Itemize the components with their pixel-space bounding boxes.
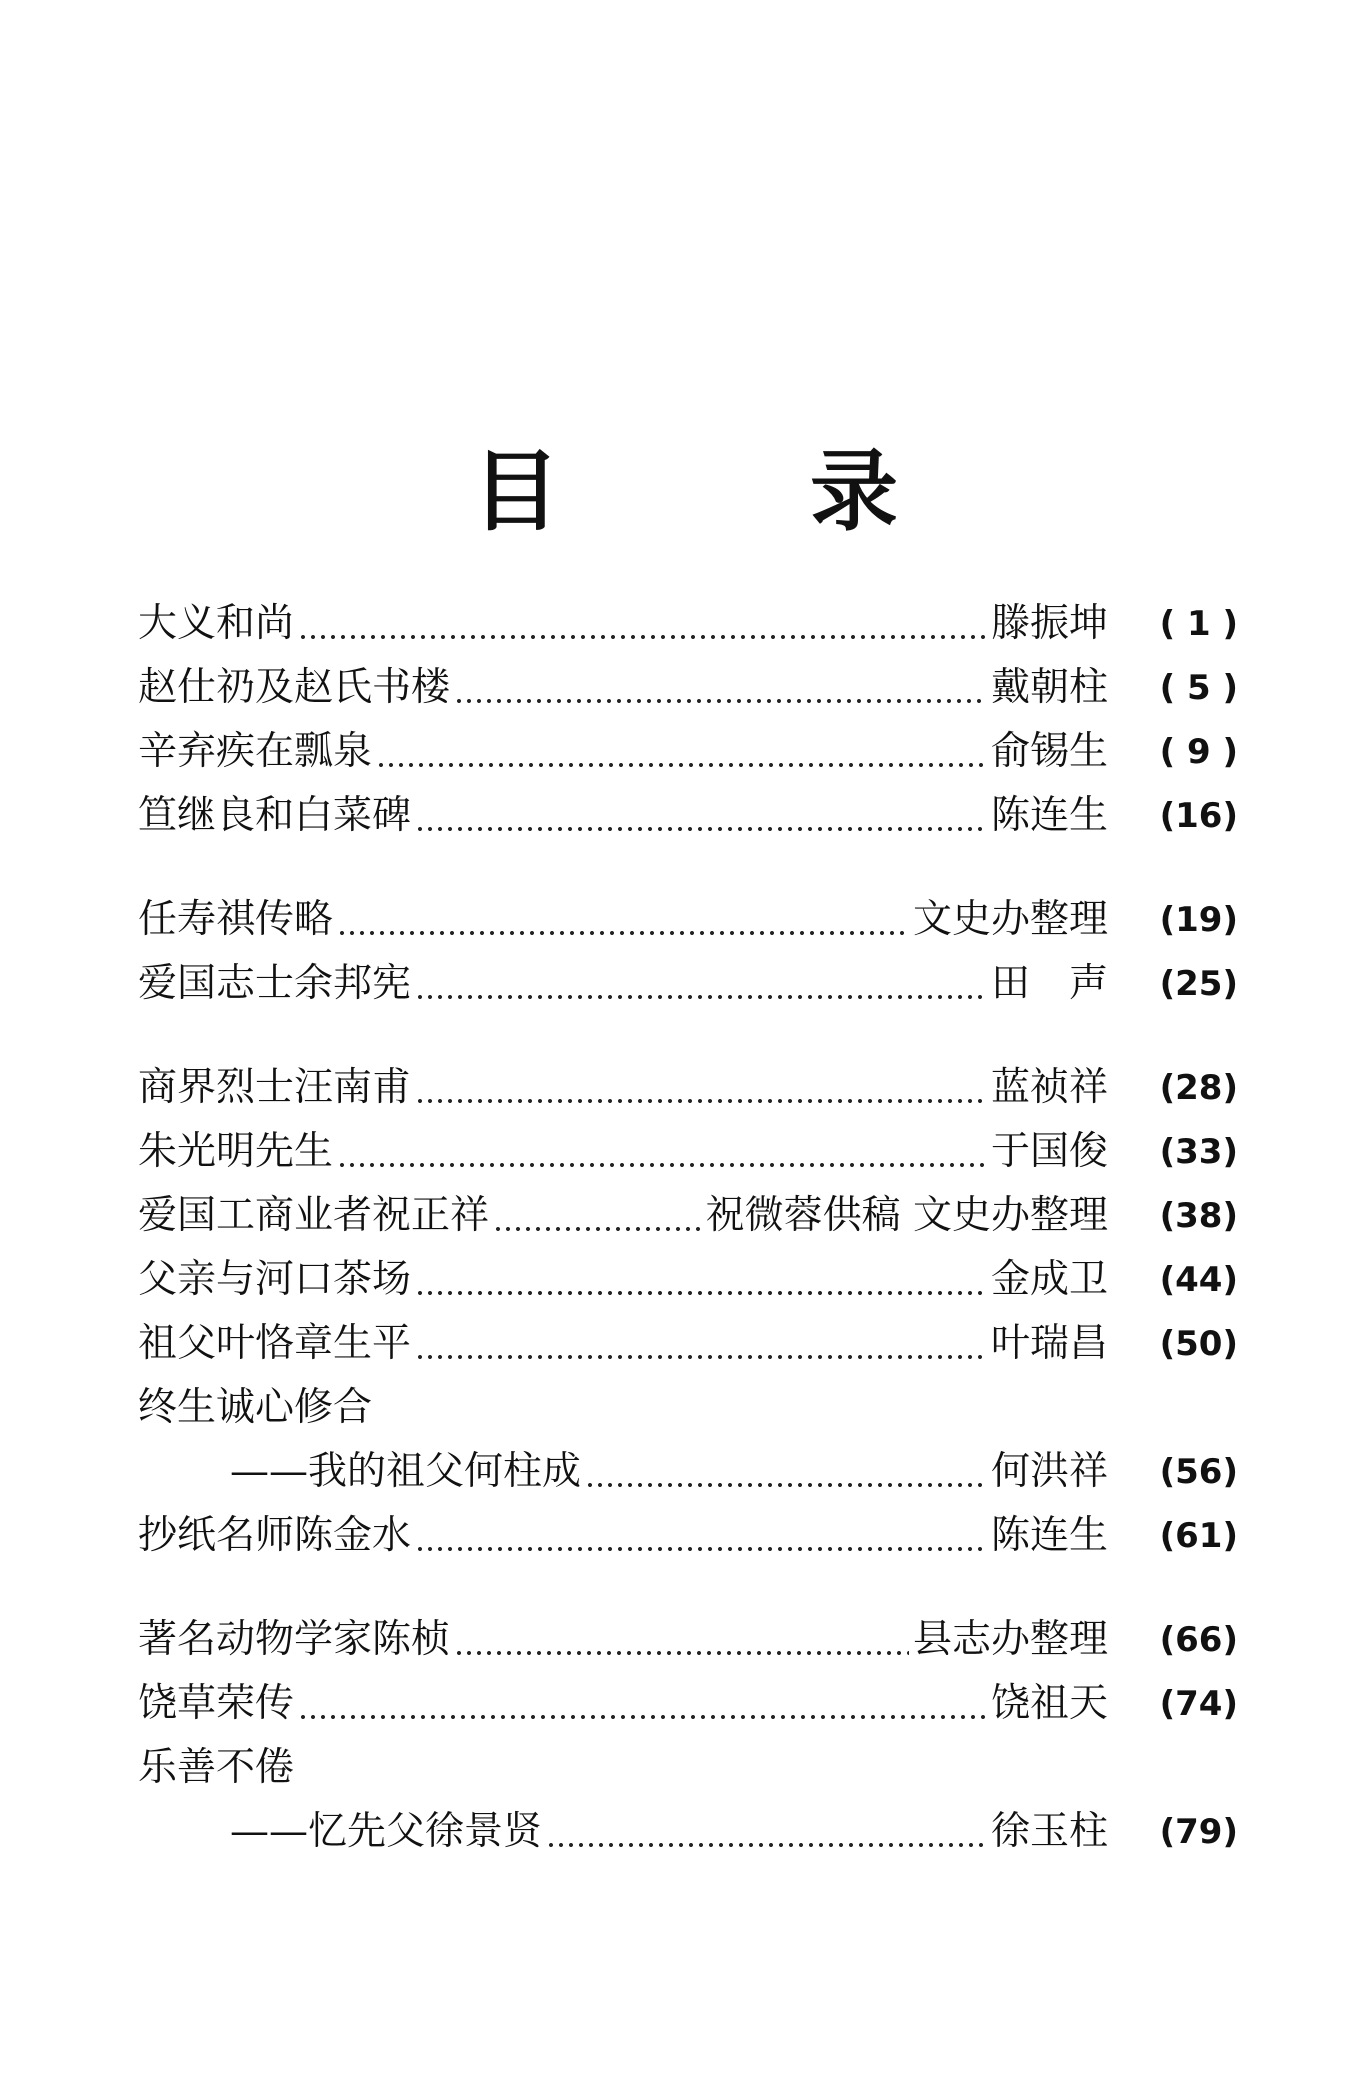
toc-entry-author: 蓝祯祥 xyxy=(990,1065,1108,1110)
toc-entry-title: 笪继良和白菜碑 xyxy=(138,793,412,838)
toc-entry-title: 爱国工商业者祝正祥 xyxy=(138,1193,490,1238)
toc-subtitle-entry xyxy=(138,1440,1238,1504)
page-title-right: 录 xyxy=(810,440,899,543)
toc-entry-title: 商界烈士汪南甫 xyxy=(138,1065,412,1110)
toc-group xyxy=(138,592,1238,848)
toc-entry-title: 著名动物学家陈桢 xyxy=(138,1617,451,1662)
dot-leader xyxy=(415,826,987,832)
toc-entry-page-number: ( 9 ) xyxy=(1159,732,1238,772)
toc-entry-author: 金成卫 xyxy=(990,1257,1108,1302)
toc-entry-page-number: (50) xyxy=(1159,1324,1238,1364)
toc-entry-page-number: (79) xyxy=(1159,1812,1238,1852)
toc-entry-author: 戴朝柱 xyxy=(990,665,1108,710)
toc-entry-author: 于国俊 xyxy=(990,1129,1108,1174)
toc-entry-author: 滕振坤 xyxy=(990,601,1108,646)
toc-entry xyxy=(138,1608,1238,1672)
toc-entry-page-number: (44) xyxy=(1159,1260,1238,1300)
toc-entry-title: 父亲与河口茶场 xyxy=(138,1257,412,1302)
toc-heading: 终生诚心修合 xyxy=(138,1385,373,1430)
toc-entry-page-number: (61) xyxy=(1159,1516,1238,1556)
toc-heading-row xyxy=(138,1736,1238,1800)
toc-entry xyxy=(138,720,1238,784)
toc-subtitle-entry xyxy=(138,1800,1238,1864)
toc-entry-author: 饶祖天 xyxy=(990,1681,1108,1726)
toc-entry-title: 饶草荣传 xyxy=(138,1681,295,1726)
toc-entry-author: 陈连生 xyxy=(990,1513,1108,1558)
toc-entry-title: 任寿祺传略 xyxy=(138,897,334,942)
toc-group xyxy=(138,1608,1238,1864)
toc-entry-title: ——忆先父徐景贤 xyxy=(230,1809,543,1854)
toc-entry-author: 徐玉柱 xyxy=(990,1809,1108,1854)
toc-entry-author: 祝微蓉供稿 文史办整理 xyxy=(705,1193,1108,1238)
toc-heading: 乐善不倦 xyxy=(138,1745,295,1790)
dot-leader xyxy=(585,1482,987,1488)
toc-entry xyxy=(138,592,1238,656)
toc-group xyxy=(138,1056,1238,1568)
toc-entry-page-number: (38) xyxy=(1159,1196,1238,1236)
toc-entry-title: 爱国志士余邦宪 xyxy=(138,961,412,1006)
dot-leader xyxy=(337,1162,987,1168)
toc-entry xyxy=(138,1248,1238,1312)
toc-entry xyxy=(138,784,1238,848)
dot-leader xyxy=(298,634,987,640)
dot-leader xyxy=(546,1842,987,1848)
toc-entry xyxy=(138,1504,1238,1568)
toc-entry-title: 辛弃疾在瓢泉 xyxy=(138,729,373,774)
toc-entry-page-number: ( 1 ) xyxy=(1159,604,1238,644)
toc-entry-page-number: (19) xyxy=(1159,900,1238,940)
dot-leader xyxy=(337,930,909,936)
toc-entry-author: 叶瑞昌 xyxy=(990,1321,1108,1366)
toc-entry-page-number: (74) xyxy=(1159,1684,1238,1724)
page-title-left: 目 xyxy=(471,440,560,543)
toc-entry xyxy=(138,888,1238,952)
dot-leader xyxy=(454,698,987,704)
toc-entry-page-number: (16) xyxy=(1159,796,1238,836)
toc-entry xyxy=(138,1056,1238,1120)
toc-entry-page-number: (66) xyxy=(1159,1620,1238,1660)
dot-leader xyxy=(415,994,987,1000)
dot-leader xyxy=(415,1098,987,1104)
toc-entry-title: 大义和尚 xyxy=(138,601,295,646)
toc-entry-page-number: (33) xyxy=(1159,1132,1238,1172)
toc-entry-title: 赵仕礽及赵氏书楼 xyxy=(138,665,451,710)
toc-entry-title: 朱光明先生 xyxy=(138,1129,334,1174)
dot-leader xyxy=(298,1714,987,1720)
toc-entry xyxy=(138,1312,1238,1376)
dot-leader xyxy=(493,1226,702,1232)
dot-leader xyxy=(454,1650,909,1656)
toc-group xyxy=(138,888,1238,1016)
toc-entry-author: 俞锡生 xyxy=(990,729,1108,774)
toc-entry-author: 文史办整理 xyxy=(912,897,1108,942)
toc-entry-author: 陈连生 xyxy=(990,793,1108,838)
toc-entry xyxy=(138,952,1238,1016)
dot-leader xyxy=(415,1354,987,1360)
toc-entry-title: 抄纸名师陈金水 xyxy=(138,1513,412,1558)
table-of-contents xyxy=(138,592,1238,1904)
dot-leader xyxy=(376,762,987,768)
toc-entry xyxy=(138,1672,1238,1736)
toc-entry-author: 田 声 xyxy=(990,961,1108,1006)
toc-entry xyxy=(138,656,1238,720)
toc-entry xyxy=(138,1120,1238,1184)
toc-entry-page-number: (56) xyxy=(1159,1452,1238,1492)
toc-entry-page-number: (25) xyxy=(1159,964,1238,1004)
toc-entry xyxy=(138,1184,1238,1248)
toc-entry-page-number: ( 5 ) xyxy=(1159,668,1238,708)
toc-entry-author: 县志办整理 xyxy=(912,1617,1108,1662)
dot-leader xyxy=(415,1290,987,1296)
toc-entry-title: 祖父叶恪章生平 xyxy=(138,1321,412,1366)
dot-leader xyxy=(415,1546,987,1552)
toc-entry-title: ——我的祖父何柱成 xyxy=(230,1449,582,1494)
toc-heading-row xyxy=(138,1376,1238,1440)
toc-entry-author: 何洪祥 xyxy=(990,1449,1108,1494)
toc-entry-page-number: (28) xyxy=(1159,1068,1238,1108)
page-title xyxy=(0,430,1370,543)
